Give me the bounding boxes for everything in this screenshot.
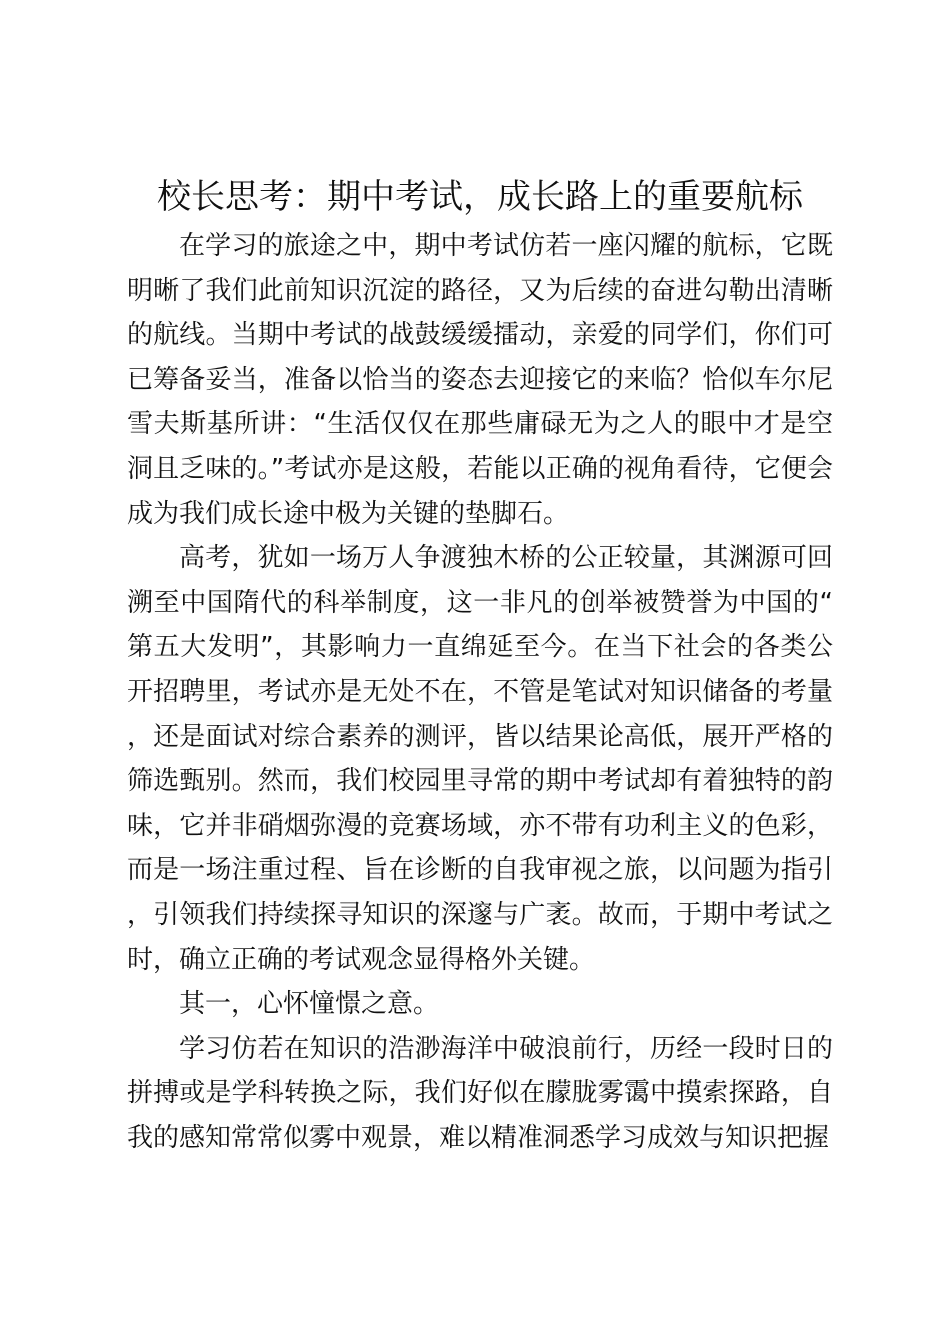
- document-title: 校长思考：期中考试，成长路上的重要航标: [157, 177, 803, 217]
- paragraph-point-one-heading: 其一，心怀憧憬之意。: [179, 989, 440, 1020]
- document-page: [127, 170, 833, 1160]
- paragraph-intro: 在学习的旅途之中，期中考试仿若一座闪耀的航标，它既明晰了我们此前知识沉淀的路径，又为后续的奋进勾勒出清晰的航线。当期中考试的战鼓缓缓擂动，亲爱的同学们，你们可已筹备妥当，准备以恰当的姿态去迎接它的来临？恰似车尔尼雪夫斯基所讲：“生活仅仅在那些庸碌无为之人的眼中才是空洞且乏味的。”考试亦是这般，若能以正确的视角看待，它便会成为我们成长途中极为关键的垫脚石。: [127, 231, 833, 529]
- paragraph-gaokao: 高考，犹如一场万人争渡独木桥的公正较量，其渊源可回溯至中国隋代的科举制度，这一非凡的创举被赞誉为中国的“第五大发明”，其影响力一直绵延至今。在当下社会的各类公开招聘里，考试亦是无处不在，不管是笔试对知识储备的考量，还是面试对综合素养的测评，皆以结果论高低，展开严格的筛选甄别。然而，我们校园里寻常的期中考试却有着独特的韵味，它并非硝烟弥漫的竞赛场域，亦不带有功利主义的色彩，而是一场注重过程、旨在诊断的自我审视之旅，以问题为指引，引领我们持续探寻知识的深邃与广袤。故而，于期中考试之时，确立正确的考试观念显得格外关键。: [127, 543, 833, 975]
- paragraph-learning: 学习仿若在知识的浩渺海洋中破浪前行，历经一段时日的拼搏或是学科转换之际，我们好似在朦胧雾霭中摸索探路，自我的感知常常似雾中观景，难以精准洞悉学习成效与知识把握: [127, 1033, 833, 1153]
